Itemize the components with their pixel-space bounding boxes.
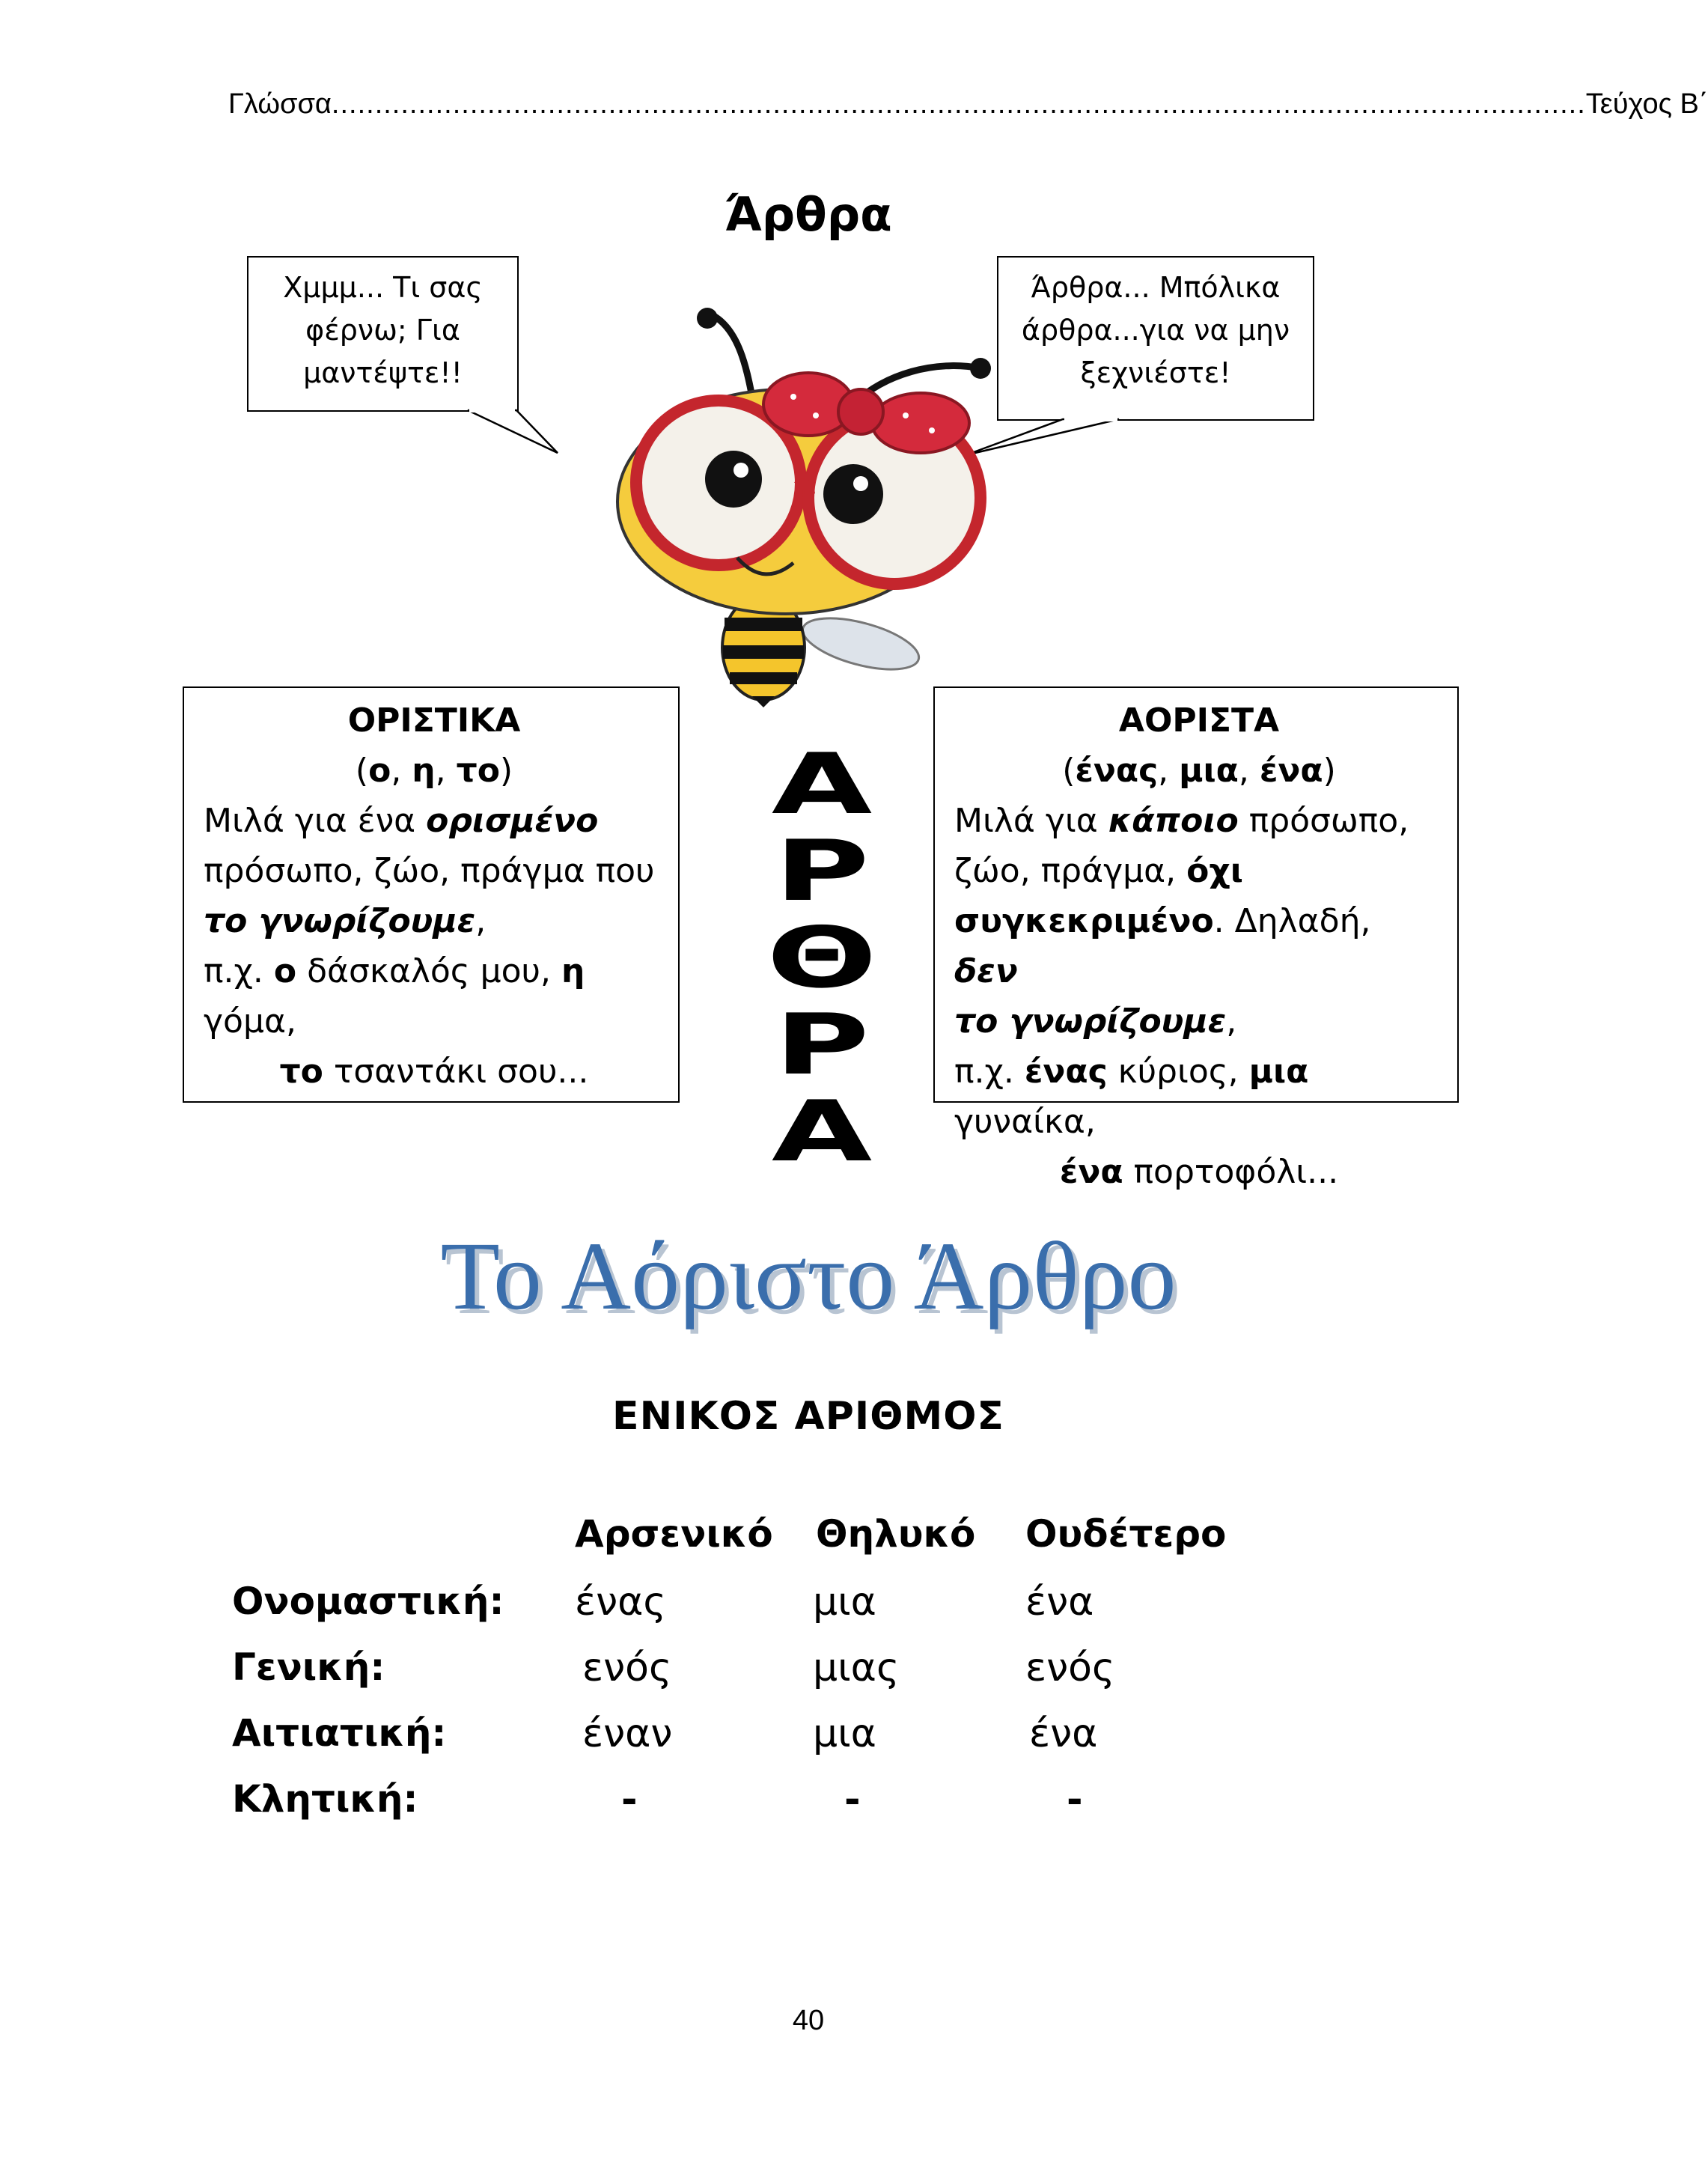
box-heading: ΑΟΡΙΣΤΑ	[1118, 701, 1280, 740]
vertical-letter: Θ	[766, 910, 877, 1007]
bubble-line: Άρθρα... Μπόλικα	[1031, 271, 1281, 304]
indefinite-articles-box: ΑΟΡΙΣΤΑ (ένας, μια, ένα) Μιλά για κάποιο πρόσωπο, ζώο, πράγμα, όχι συγκεκριμένο. Δηλαδή, δεν το γνωρίζουμε, π.χ. ένας κύριος, μια γυναίκα, ένα πορτοφόλι...	[933, 686, 1459, 1103]
header-masculine: Αρσενικό	[575, 1512, 773, 1556]
page-number: 40	[792, 2005, 825, 2036]
bubble-line: ξεχνιέστε!	[1080, 356, 1231, 389]
box-heading: ΟΡΙΣΤΙΚΑ	[347, 701, 521, 740]
vertical-word-arthra	[718, 736, 927, 1181]
row-label-accusative: Αιτιατική:	[232, 1711, 447, 1755]
row-label-genitive: Γενική:	[232, 1645, 385, 1689]
table-subtitle: ΕΝΙΚΟΣ ΑΡΙΘΜΟΣ	[612, 1394, 1004, 1439]
vertical-letter: Α	[771, 1083, 873, 1181]
row-label-vocative: Κλητική:	[232, 1777, 418, 1821]
table-cell: -	[844, 1777, 861, 1822]
bubble-tail-left	[468, 410, 558, 453]
header-feminine: Θηλυκό	[816, 1512, 976, 1556]
table-cell: μια	[813, 1711, 876, 1756]
bubble-line: μαντέψτε!!	[303, 356, 463, 389]
bee-illustration	[0, 0, 1533, 749]
table-cell: ενός	[1025, 1645, 1115, 1690]
table-cell: -	[1067, 1777, 1083, 1822]
row-label-nominative: Ονομαστική:	[232, 1580, 504, 1623]
table-cell: ένα	[1025, 1580, 1094, 1625]
vertical-letter: Ρ	[774, 823, 870, 920]
table-cell: ένας	[575, 1580, 666, 1625]
header-neuter: Ουδέτερο	[1025, 1512, 1227, 1556]
table-cell: μιας	[813, 1645, 900, 1690]
table-cell: μια	[813, 1580, 876, 1625]
table-cell: -	[621, 1777, 638, 1822]
table-cell: ένα	[1029, 1711, 1098, 1756]
vertical-letter: Α	[771, 736, 873, 833]
header-issue: Τεύχος Β΄	[1585, 88, 1708, 120]
section-title: Το Αόριστο Άρθρο	[440, 1222, 1177, 1330]
table-cell: ενός	[582, 1645, 672, 1690]
vertical-letter: Ρ	[774, 996, 870, 1094]
bubble-line: άρθρα...για να μην	[1021, 314, 1290, 347]
articles-line: (ένας, μια, ένα)	[1062, 752, 1336, 790]
header-subject: Γλώσσα	[228, 88, 332, 120]
header-dots: .................................................................................................................................................	[331, 88, 1586, 120]
bubble-line: φέρνω; Για	[305, 314, 460, 347]
definite-articles-box: ΟΡΙΣΤΙΚΑ (ο, η, το) Μιλά για ένα ορισμένο πρόσωπο, ζώο, πράγμα που το γνωρίζουμε, π.χ. ο δάσκαλός μου, η γόμα, το τσαντάκι σου...	[183, 686, 680, 1103]
bubble-tail-right	[966, 419, 1119, 455]
articles-line: (ο, η, το)	[355, 752, 513, 790]
page-title: Άρθρα	[725, 187, 892, 242]
table-cell: έναν	[582, 1711, 673, 1756]
bubble-line: Χμμμ... Τι σας	[283, 271, 483, 304]
